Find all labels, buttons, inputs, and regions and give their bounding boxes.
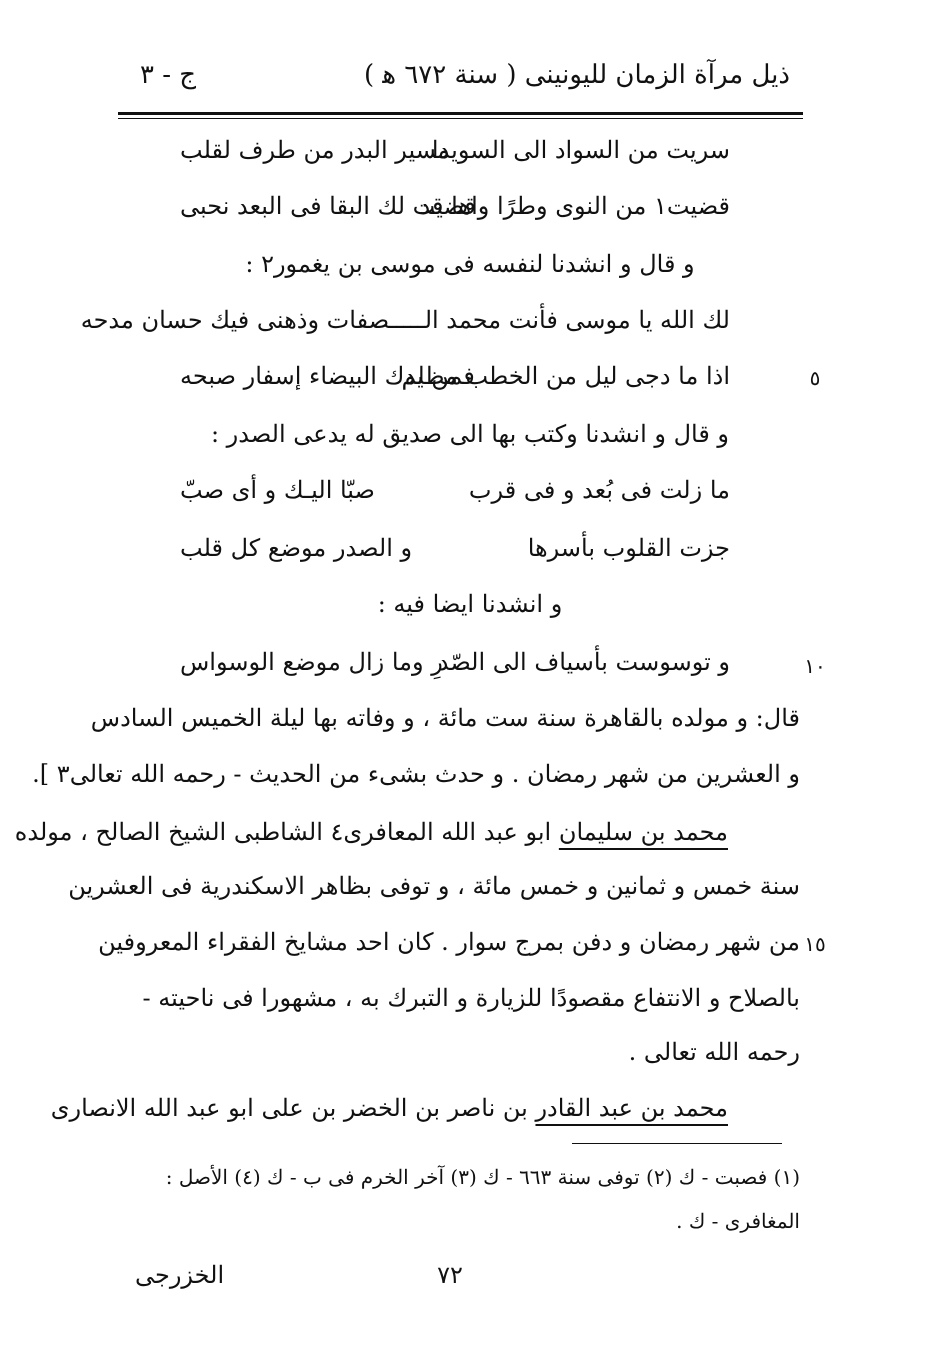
verse-hemistich-left: قضيت لك البقا فى البعد نحبى bbox=[180, 192, 476, 220]
verse-hemistich-right: جزت القلوب بأسرها bbox=[527, 534, 730, 562]
biography-text: ابو عبد الله المعافرى٤ الشاطبى الشيخ الصالح ، مولده bbox=[14, 818, 559, 846]
footnote-line: المغافرى - ك . bbox=[676, 1209, 800, 1233]
verse-intro: و انشدنا ايضا فيه : bbox=[377, 590, 563, 618]
verse-intro: و قال و انشدنا لنفسه فى موسى بن يغمور٢ : bbox=[245, 250, 695, 278]
verse-hemistich-left: مسير البدر من طرف لقلب bbox=[180, 136, 450, 164]
biography-name: محمد بن سليمان bbox=[558, 818, 728, 846]
verse-hemistich-right: سريت من السواد الى السويدا bbox=[431, 136, 730, 164]
verse-hemistich-left: صبّا اليـك و أى صبّ bbox=[180, 476, 375, 504]
footnote-rule bbox=[572, 1143, 782, 1144]
line-number: ١٥ bbox=[804, 932, 826, 956]
verse-hemistich-right: قضيت١ من النوى وطرًا واها قد bbox=[419, 192, 730, 220]
prose-line: بالصلاح و الانتفاع مقصودًا للزيارة و التبرك به ، مشهورا فى ناحيته - bbox=[142, 984, 800, 1012]
verse-hemistich-right: اذا ما دجى ليل من الخطب مظلم bbox=[401, 362, 730, 390]
prose-line: و العشرين من شهر رمضان . و حدث بشىء من الحديث - رحمه الله تعالى٣ ]. bbox=[32, 760, 800, 788]
prose-line: قال: و مولده بالقاهرة سنة ست مائة ، و وفاته بها ليلة الخميس السادس bbox=[90, 704, 800, 732]
verse-intro: و قال و انشدنا وكتب بها الى صديق له يدعى الصدر : bbox=[210, 420, 730, 448]
page-number: ٧٢ bbox=[437, 1261, 463, 1289]
header-rule bbox=[118, 112, 803, 115]
footnote-line: (١) فصبت - ك (٢) توفى سنة ٦٦٣ - ك (٣) آخر الخرم فى ب - ك (٤) الأصل : bbox=[165, 1165, 800, 1189]
prose-line: من شهر رمضان و دفن بمرج سوار . كان احد مشايخ الفقراء المعروفين bbox=[98, 928, 800, 956]
publisher-mark: الخزرجى bbox=[135, 1261, 225, 1289]
verse-hemistich-left: و الصدر موضع كل قلب bbox=[180, 534, 413, 562]
running-title: ذيل مرآة الزمان لليونينى ( سنة ٦٧٢ ﻫ ) bbox=[363, 60, 790, 90]
header-rule-thin bbox=[118, 118, 803, 119]
line-number: ٥ bbox=[809, 366, 821, 390]
line-number: ١٠ bbox=[804, 654, 826, 678]
verse-hemistich-left: رِ وما زال موضع الوسواس bbox=[180, 648, 443, 676]
prose-line: رحمه الله تعالى . bbox=[628, 1038, 800, 1066]
biography-entry bbox=[15, 812, 728, 852]
verse-hemistich-left: فمن يدك البيضاء إسفار صبحه bbox=[180, 362, 475, 390]
biography-text: بن ناصر بن الخضر بن على ابو عبد الله الانصارى bbox=[50, 1094, 536, 1122]
biography-name: محمد بن عبد القادر bbox=[535, 1094, 728, 1122]
verse-hemistich-right: ما زلت فى بُعد و فى قرب bbox=[468, 476, 730, 504]
volume-label: ج - ٣ bbox=[140, 60, 197, 90]
verse-hemistich-right: و توسوست بأسياف الى الصّد bbox=[437, 648, 730, 676]
biography-entry bbox=[51, 1088, 728, 1128]
verse-full-line: لك الله يا موسى فأنت محمد الـــــصفات وذهنى فيك حسان مدحه bbox=[80, 306, 730, 334]
prose-line: سنة خمس و ثمانين و خمس مائة ، و توفى بظاهر الاسكندرية فى العشرين bbox=[68, 872, 800, 900]
